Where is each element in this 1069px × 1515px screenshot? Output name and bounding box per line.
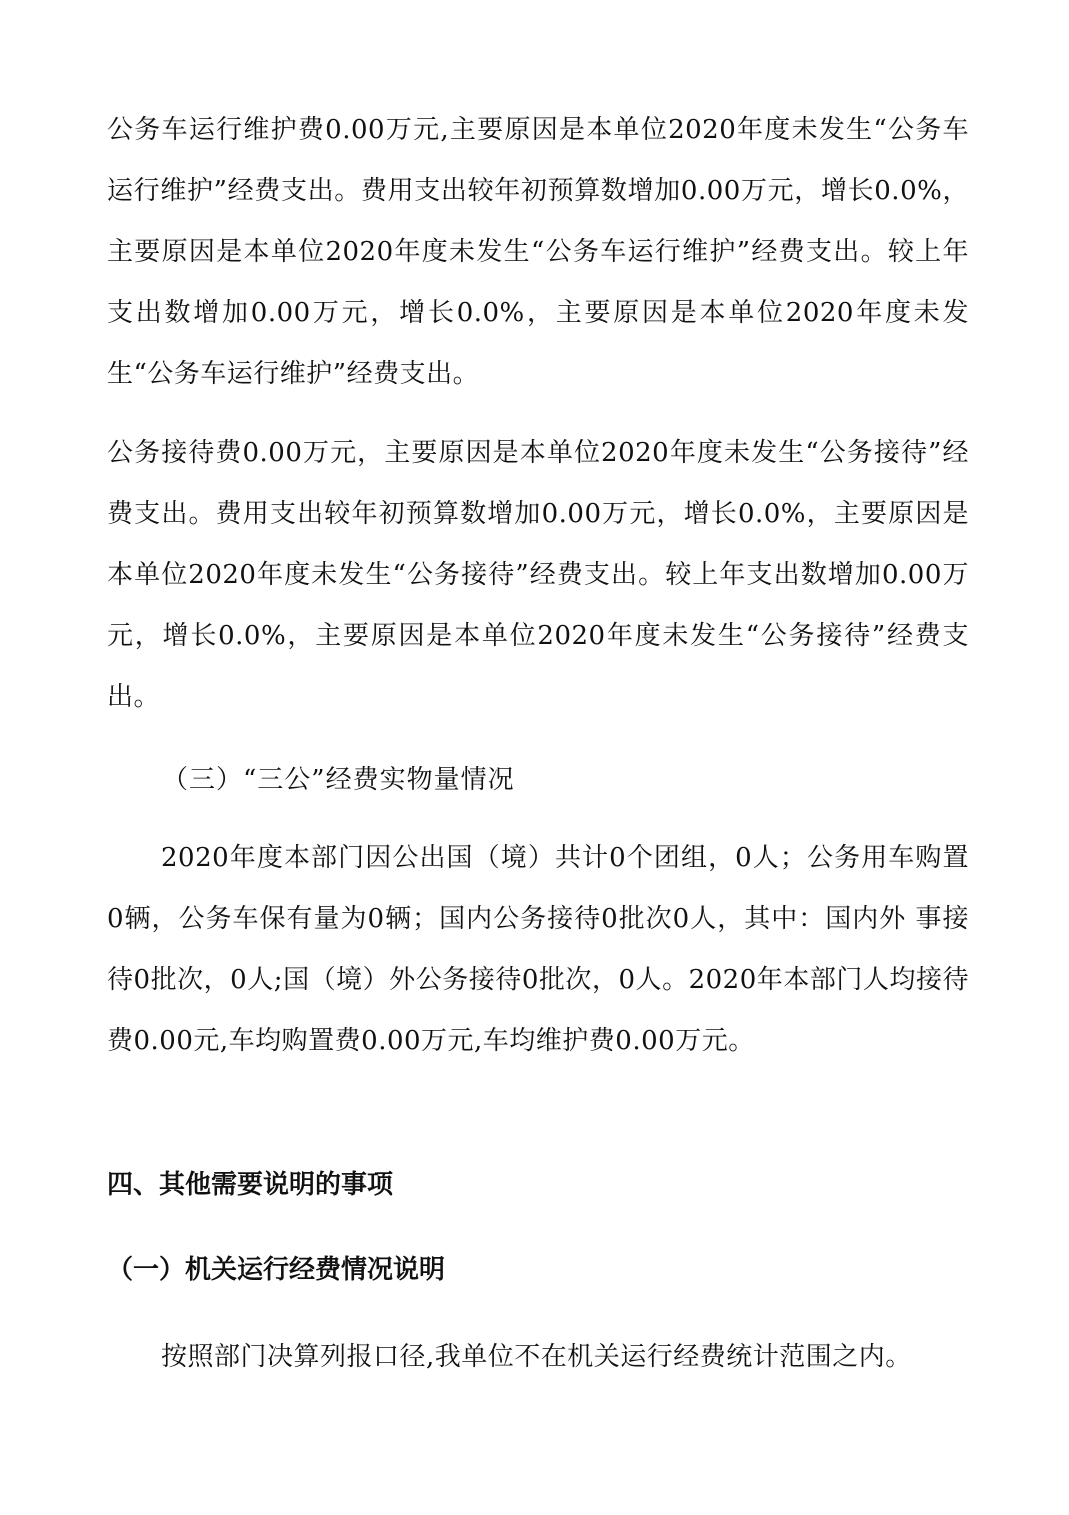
paragraph-physical-quantity: 2020年度本部门因公出国（境）共计0个团组，0人；公务用车购置0辆，公务车保有量为0辆；国内公务接待0批次0人，其中：国内外 事接待0批次，0人;国（境）外公务接待0批次，0人。2020年本部门人均接待费0.00元,车均购置费0.00万元,车均维护费0.00万元。 [107, 843, 969, 1056]
section-heading-other-matters: 四、其他需要说明的事项 [107, 1170, 394, 1200]
paragraph-vehicle-maintenance: 公务车运行维护费0.00万元,主要原因是本单位2020年度未发生“公务车运行维护”经费支出。费用支出较年初预算数增加0.00万元，增长0.0%，主要原因是本单位2020年度未发生“公务车运行维护”经费支出。较上年支出数增加0.00万元，增长0.0%，主要原因是本单位2020年度未发生“公务车运行维护”经费支出。 [107, 115, 969, 389]
paragraph-reception: 公务接待费0.00万元，主要原因是本单位2020年度未发生“公务接待”经费支出。费用支出较年初预算数增加0.00万元，增长0.0%，主要原因是本单位2020年度未发生“公务接待”经费支出。较上年支出数增加0.00万元，增长0.0%，主要原因是本单位2020年度未发生“公务接待”经费支出。 [107, 438, 969, 712]
paragraph-operating-funds: 按照部门决算列报口径,我单位不在机关运行经费统计范围之内。 [161, 1342, 912, 1372]
subheading-operating-funds: （一）机关运行经费情况说明 [107, 1255, 446, 1285]
subheading-physical-quantity: （三）“三公”经费实物量情况 [162, 765, 515, 795]
